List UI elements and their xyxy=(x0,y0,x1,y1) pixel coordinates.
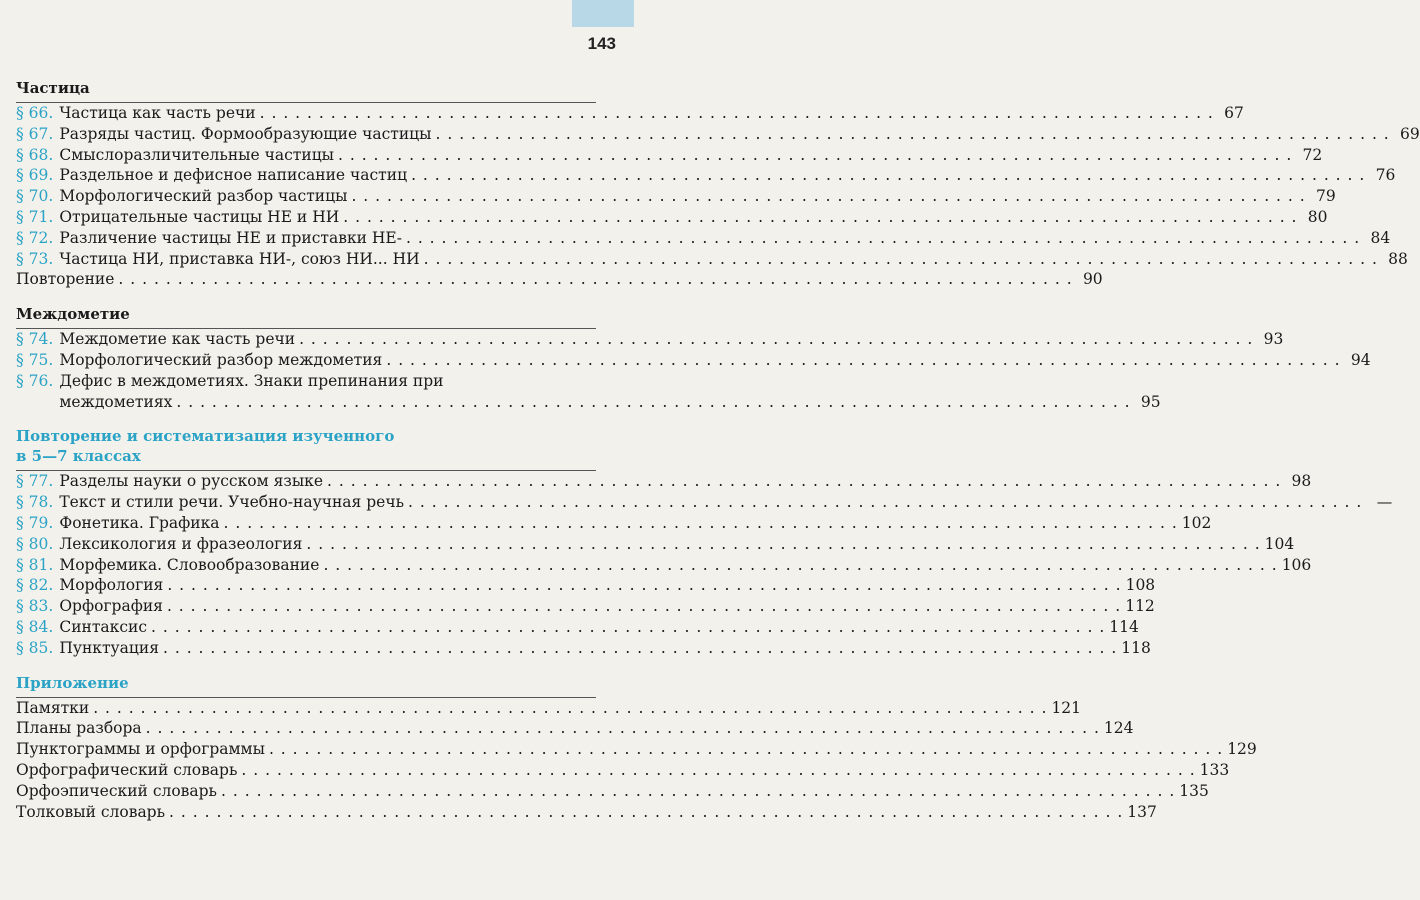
paragraph-number: § 72. xyxy=(16,228,54,247)
section-gap xyxy=(16,665,596,673)
paragraph-number: § 70. xyxy=(16,187,54,206)
dot-leader: . . . . . . . . . . . . . . . . . . . . . . . . . . . . . . . . . . . . . . . . . . . . . . . . . . . . . . . . . . . . . . . . . . . . . . . . . . . . . . . . . xyxy=(176,392,1131,411)
page-ref: 72 xyxy=(1302,145,1323,164)
entry-title: Повторение xyxy=(16,270,115,289)
page-ref: 98 xyxy=(1291,472,1312,491)
table-of-contents xyxy=(16,78,1420,828)
entry-title: Текст и стили речи. Учебно-научная речь xyxy=(59,493,405,512)
toc-entry[interactable] xyxy=(16,698,1082,719)
dot-leader: . . . . . . . . . . . . . . . . . . . . . . . . . . . . . . . . . . . . . . . . . . . . . . . . . . . . . . . . . . . . . . . . . . . . . . . . . . . . . . . . . xyxy=(151,617,1106,636)
section-title xyxy=(16,426,596,466)
entry-title: Разряды частиц. Формообразующие частицы xyxy=(59,124,432,143)
page-ref: 90 xyxy=(1082,270,1103,289)
dot-leader: . . . . . . . . . . . . . . . . . . . . . . . . . . . . . . . . . . . . . . . . . . . . . . . . . . . . . . . . . . . . . . . . . . . . . . . . . . . . . . . . . xyxy=(323,555,1278,574)
entry-list xyxy=(16,470,1393,658)
entry-title: Орфография xyxy=(59,597,163,616)
dot-leader: . . . . . . . . . . . . . . . . . . . . . . . . . . . . . . . . . . . . . . . . . . . . . . . . . . . . . . . . . . . . . . . . . . . . . . . . . . . . . . . . . xyxy=(405,228,1361,247)
paragraph-number: § 74. xyxy=(16,330,54,349)
toc-entry[interactable] xyxy=(16,186,1336,207)
page-ref: 135 xyxy=(1179,781,1209,800)
paragraph-number: § 77. xyxy=(16,472,54,491)
page-ref: 102 xyxy=(1181,513,1212,532)
page-ref: 121 xyxy=(1051,698,1082,717)
dot-leader: . . . . . . . . . . . . . . . . . . . . . . . . . . . . . . . . . . . . . . . . . . . . . . . . . . . . . . . . . . . . . . . . . . . . . . . . . . . . . . . . . xyxy=(343,207,1298,226)
toc-entry[interactable] xyxy=(16,781,1209,802)
page-ref: 124 xyxy=(1103,719,1134,738)
paragraph-number: § 69. xyxy=(16,166,54,185)
section-title xyxy=(16,78,596,98)
paragraph-number: § 81. xyxy=(16,555,54,574)
page-ref: 84 xyxy=(1370,228,1391,247)
toc-entry[interactable] xyxy=(16,124,1420,145)
paragraph-number: § 71. xyxy=(16,207,54,226)
toc-entry[interactable] xyxy=(16,165,1396,186)
entry-title: Планы разбора xyxy=(16,719,142,738)
dot-leader: . . . . . . . . . . . . . . . . . . . . . . . . . . . . . . . . . . . . . . . . . . . . . . . . . . . . . . . . . . . . . . . . . . . . . . . . . . . . . . . . . xyxy=(163,638,1118,657)
entry-title: Пунктуация xyxy=(59,638,159,657)
toc-entry[interactable] xyxy=(16,207,1328,228)
entry-title: Фонетика. Графика xyxy=(59,513,220,532)
entry-title: Толковый словарь xyxy=(16,802,166,821)
dot-leader: . . . . . . . . . . . . . . . . . . . . . . . . . . . . . . . . . . . . . . . . . . . . . . . . . . . . . . . . . . . . . . . . . . . . . . . . . . . . . . . . . xyxy=(408,493,1363,512)
dot-leader: . . . . . . . . . . . . . . . . . . . . . . . . . . . . . . . . . . . . . . . . . . . . . . . . . . . . . . . . . . . . . . . . . . . . . . . . . . . . . . . . . xyxy=(93,698,1048,717)
entry-title: Смыслоразличительные частицы xyxy=(59,145,334,164)
entry-list xyxy=(16,697,1257,823)
paragraph-number: § 80. xyxy=(16,534,54,553)
entry-title: Частица как часть речи xyxy=(59,104,256,122)
toc-entry[interactable] xyxy=(16,228,1391,249)
dot-leader: . . . . . . . . . . . . . . . . . . . . . . . . . . . . . . . . . . . . . . . . . . . . . . . . . . . . . . . . . . . . . . . . . . . . . . . . . . . . . . . . . xyxy=(327,472,1282,491)
toc-entry[interactable] xyxy=(16,249,1408,270)
entry-title: Синтаксис xyxy=(59,617,148,636)
entry-title: Морфологический разбор частицы xyxy=(59,187,348,206)
section-title-line: Повторение и систематизация изученного xyxy=(16,427,395,446)
toc-entry[interactable] xyxy=(16,739,1257,760)
toc-entry[interactable] xyxy=(16,718,1134,739)
page-ref: 129 xyxy=(1227,740,1257,759)
toc-entry[interactable] xyxy=(16,329,1284,350)
toc-entry[interactable] xyxy=(16,555,1312,576)
entry-title: Междометие как часть речи xyxy=(59,330,296,349)
entry-line xyxy=(59,392,1160,413)
entry-title: Отрицательные частицы НЕ и НИ xyxy=(59,207,340,226)
toc-entry[interactable] xyxy=(16,492,1393,513)
page-ref: 79 xyxy=(1315,187,1336,206)
paragraph-number: § 78. xyxy=(16,493,54,512)
page-ref: 95 xyxy=(1140,392,1161,411)
toc-entry[interactable] xyxy=(16,534,1295,555)
dot-leader: . . . . . . . . . . . . . . . . . . . . . . . . . . . . . . . . . . . . . . . . . . . . . . . . . . . . . . . . . . . . . . . . . . . . . . . . . . . . . . . . . xyxy=(145,719,1100,738)
paragraph-number: § 79. xyxy=(16,513,54,532)
entry-title: Орфографический словарь xyxy=(16,760,238,779)
section-gap xyxy=(16,296,596,304)
dot-leader: . . . . . . . . . . . . . . . . . . . . . . . . . . . . . . . . . . . . . . . . . . . . . . . . . . . . . . . . . . . . . . . . . . . . . . . . . . . . . . . . . xyxy=(299,330,1254,349)
dot-leader: . . . . . . . . . . . . . . . . . . . . . . . . . . . . . . . . . . . . . . . . . . . . . . . . . . . . . . . . . . . . . . . . . . . . . . . . . . . . . . . . . xyxy=(169,802,1124,821)
section-title xyxy=(16,304,596,324)
dot-leader: . . . . . . . . . . . . . . . . . . . . . . . . . . . . . . . . . . . . . . . . . . . . . . . . . . . . . . . . . . . . . . . . . . . . . . . . . . . . . . . . . xyxy=(423,249,1378,268)
page-corner-tab xyxy=(572,0,634,27)
page-ref: 80 xyxy=(1307,207,1328,226)
section-title-line: Частица xyxy=(16,79,90,97)
page-ref: 114 xyxy=(1109,617,1139,636)
entry-title: Пунктограммы и орфограммы xyxy=(16,740,265,759)
paragraph-number: § 66. xyxy=(16,104,54,122)
toc-entry[interactable] xyxy=(16,145,1323,166)
section-title-line: Приложение xyxy=(16,673,129,692)
dot-leader: . . . . . . . . . . . . . . . . . . . . . . . . . . . . . . . . . . . . . . . . . . . . . . . . . . . . . . . . . . . . . . . . . . . . . . . . . . . . . . . . . xyxy=(411,166,1366,185)
page-number: 143 xyxy=(587,34,616,53)
page-ref: 93 xyxy=(1263,330,1284,349)
entry-title: Морфологический разбор междометия xyxy=(59,350,383,369)
paragraph-number: § 82. xyxy=(16,576,54,595)
entry-list xyxy=(16,102,1420,290)
page-ref: 118 xyxy=(1121,638,1151,657)
entry-title: Различение частицы НЕ и приставки НЕ- xyxy=(59,228,402,247)
dot-leader: . . . . . . . . . . . . . . . . . . . . . . . . . . . . . . . . . . . . . . . . . . . . . . . . . . . . . . . . . . . . . . . . . . . . . . . . . . . . . . . . . xyxy=(221,781,1176,800)
dot-leader: . . . . . . . . . . . . . . . . . . . . . . . . . . . . . . . . . . . . . . . . . . . . . . . . . . . . . . . . . . . . . . . . . . . . . . . . . . . . . . . . . xyxy=(167,576,1122,595)
dot-leader: . . . . . . . . . . . . . . . . . . . . . . . . . . . . . . . . . . . . . . . . . . . . . . . . . . . . . . . . . . . . . . . . . . . . . . . . . . . . . . . . . xyxy=(435,124,1390,143)
entry-title: Разделы науки о русском языке xyxy=(59,472,324,491)
toc-entry[interactable] xyxy=(16,802,1157,823)
entry-title: Памятки xyxy=(16,698,90,717)
dot-leader: . . . . . . . . . . . . . . . . . . . . . . . . . . . . . . . . . . . . . . . . . . . . . . . . . . . . . . . . . . . . . . . . . . . . . . . . . . . . . . . . . xyxy=(241,760,1196,779)
page-ref: 94 xyxy=(1350,350,1371,369)
entry-title: Раздельное и дефисное написание частиц xyxy=(59,166,408,185)
paragraph-number: § 76. xyxy=(16,371,54,390)
toc-entry[interactable] xyxy=(16,269,1103,290)
entry-title: Лексикология и фразеология xyxy=(59,534,303,553)
page-ref: 106 xyxy=(1281,555,1312,574)
paragraph-number: § 67. xyxy=(16,124,54,143)
dot-leader: . . . . . . . . . . . . . . . . . . . . . . . . . . . . . . . . . . . . . . . . . . . . . . . . . . . . . . . . . . . . . . . . . . . . . . . . . . . . . . . . . xyxy=(118,270,1073,289)
dot-leader: . . . . . . . . . . . . . . . . . . . . . . . . . . . . . . . . . . . . . . . . . . . . . . . . . . . . . . . . . . . . . . . . . . . . . . . . . . . . . . . . . xyxy=(166,597,1122,616)
page-ref: 67 xyxy=(1224,104,1244,122)
paragraph-number: § 85. xyxy=(16,638,54,657)
paragraph-number: § 73. xyxy=(16,249,54,268)
paragraph-number: § 68. xyxy=(16,145,54,164)
section-title-line: Междометие xyxy=(16,305,130,324)
toc-entry[interactable] xyxy=(16,350,1371,371)
paragraph-number: § 75. xyxy=(16,350,54,369)
entry-title: Морфемика. Словообразование xyxy=(59,555,320,574)
toc-entry[interactable] xyxy=(16,575,1156,596)
dot-leader: . . . . . . . . . . . . . . . . . . . . . . . . . . . . . . . . . . . . . . . . . . . . . . . . . . . . . . . . . . . . . . . . . . . . . . . . . . . . . . . . . xyxy=(223,513,1178,532)
page-ref: 108 xyxy=(1125,576,1156,595)
entry-body xyxy=(59,371,1160,413)
page-ref: — xyxy=(1376,493,1393,512)
section-title-line: в 5—7 классах xyxy=(16,447,141,466)
page-ref: 69 xyxy=(1400,124,1420,143)
toc-entry[interactable] xyxy=(16,638,1151,659)
dot-leader: . . . . . . . . . . . . . . . . . . . . . . . . . . . . . . . . . . . . . . . . . . . . . . . . . . . . . . . . . . . . . . . . . . . . . . . . . . . . . . . . . xyxy=(338,145,1293,164)
entry-title: Орфоэпический словарь xyxy=(16,781,218,800)
entry-title-continued: междометиях xyxy=(59,392,173,411)
section-title xyxy=(16,673,596,693)
toc-entry[interactable] xyxy=(16,513,1212,534)
page-ref: 76 xyxy=(1375,166,1396,185)
toc-entry[interactable] xyxy=(16,617,1139,638)
page-ref: 112 xyxy=(1125,597,1155,616)
dot-leader: . . . . . . . . . . . . . . . . . . . . . . . . . . . . . . . . . . . . . . . . . . . . . . . . . . . . . . . . . . . . . . . . . . . . . . . . . . . . . . . . . xyxy=(351,187,1306,206)
dot-leader: . . . . . . . . . . . . . . . . . . . . . . . . . . . . . . . . . . . . . . . . . . . . . . . . . . . . . . . . . . . . . . . . . . . . . . . . . . . . . . . . . xyxy=(386,350,1341,369)
paragraph-number: § 83. xyxy=(16,597,54,616)
toc-entry[interactable] xyxy=(16,471,1312,492)
dot-leader: . . . . . . . . . . . . . . . . . . . . . . . . . . . . . . . . . . . . . . . . . . . . . . . . . . . . . . . . . . . . . . . . . . . . . . . . . . . . . . . . . xyxy=(259,104,1214,122)
page-ref: 133 xyxy=(1199,760,1230,779)
toc-entry[interactable] xyxy=(16,371,1161,413)
entry-title: Морфология xyxy=(59,576,164,595)
section-gap xyxy=(16,418,596,426)
paragraph-number: § 84. xyxy=(16,617,54,636)
entry-title: Дефис в междометиях. Знаки препинания при xyxy=(59,371,444,390)
toc-entry[interactable] xyxy=(16,596,1155,617)
entry-title: Частица НИ, приставка НИ-, союз НИ... НИ xyxy=(59,249,420,268)
dot-leader: . . . . . . . . . . . . . . . . . . . . . . . . . . . . . . . . . . . . . . . . . . . . . . . . . . . . . . . . . . . . . . . . . . . . . . . . . . . . . . . . . xyxy=(268,740,1224,759)
toc-entry[interactable] xyxy=(16,760,1230,781)
page-ref: 88 xyxy=(1388,249,1408,268)
toc-entry[interactable] xyxy=(16,103,1244,124)
dot-leader: . . . . . . . . . . . . . . . . . . . . . . . . . . . . . . . . . . . . . . . . . . . . . . . . . . . . . . . . . . . . . . . . . . . . . . . . . . . . . . . . . xyxy=(306,534,1261,553)
page-ref: 137 xyxy=(1127,802,1157,821)
page-ref: 104 xyxy=(1264,534,1295,553)
entry-list xyxy=(16,328,1371,412)
